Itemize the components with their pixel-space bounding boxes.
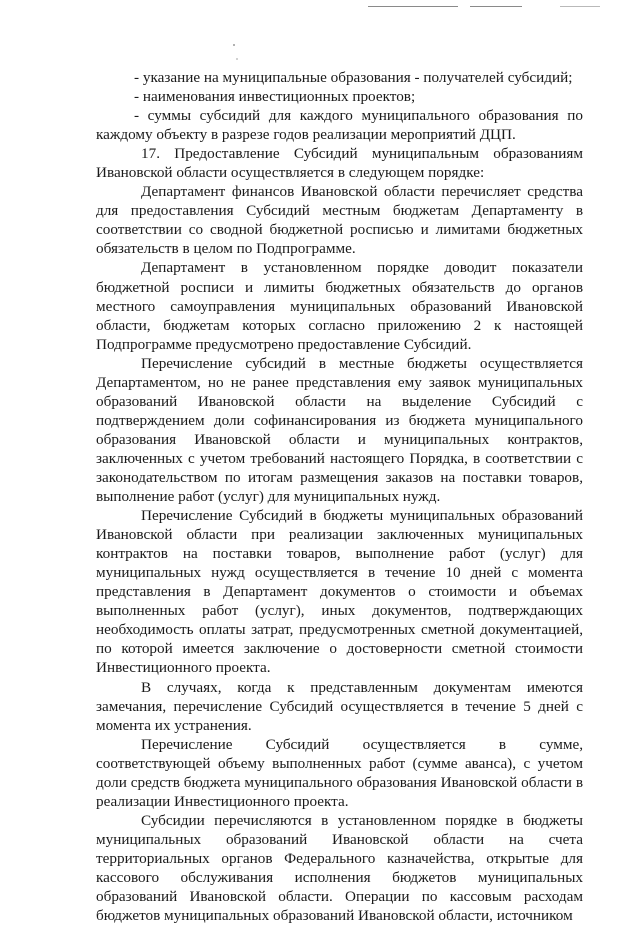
scan-edge-mark bbox=[470, 6, 522, 7]
paragraph: Департамент в установленном порядке доводит показатели бюджетной росписи и лимиты бюджетных обязательств до органов местного самоуправления муниципальных образований Ивановской области, бюджетам которых согласно приложению 2 к настоящей Подпрограмме предусмотрено предоставление Субсидий. bbox=[96, 259, 583, 353]
paragraph: Перечисление Субсидий осуществляется в сумме, соответствующей объему выполненных работ (сумме аванса), с учетом доли средств бюджета муниципального образования Ивановской области в реализации Инвестиционного проекта. bbox=[96, 735, 583, 810]
scan-speck bbox=[233, 44, 235, 46]
document-page bbox=[96, 68, 583, 925]
scan-edge-mark bbox=[368, 6, 458, 7]
numbered-paragraph: 17. Предоставление Субсидий муниципальным образованиям Ивановской области осуществляется в следующем порядке: bbox=[96, 145, 583, 182]
scan-speck bbox=[236, 58, 238, 60]
list-item: - суммы субсидий для каждого муниципального образования по каждому объекту в разрезе годов реализации мероприятий ДЦП. bbox=[96, 107, 583, 144]
paragraph: Перечисление субсидий в местные бюджеты осуществляется Департаментом, но не ранее представления ему заявок муниципальных образований Ивановской области на выделение Субсидий с подтверждением доли софинансирования из бюджета муниципального образования Ивановской области и муниципальных контрактов, заключенных с учетом требований настоящего Порядка, в соответствии с законодательством по итогам размещения заказов на поставки товаров, выполнение работ (услуг) для муниципальных нужд. bbox=[96, 354, 583, 506]
paragraph: В случаях, когда к представленным документам имеются замечания, перечисление Субсидий осуществляется в течение 5 дней с момента их устранения. bbox=[96, 678, 583, 734]
scan-edge-mark bbox=[560, 6, 600, 7]
paragraph: Перечисление Субсидий в бюджеты муниципальных образований Ивановской области при реализации заключенных муниципальных контрактов на поставки товаров, выполнение работ (услуг) для муниципальных нужд осуществляется в течение 10 дней с момента представления в Департамент документов о стоимости и объемах выполненных работ (услуг), иных документов, подтверждающих необходимость оплаты затрат, предусмотренных сметной документацией, по которой имеется заключение о достоверности сметной стоимости Инвестиционного проекта. bbox=[96, 507, 583, 677]
paragraph: Субсидии перечисляются в установленном порядке в бюджеты муниципальных образований Ивановской области на счета территориальных органов Федерального казначейства, открытые для кассового обслуживания исполнения бюджетов муниципальных образований Ивановской области. Операции по кассовым расходам бюджетов муниципальных образований Ивановской области, источником bbox=[96, 811, 583, 925]
list-item: - наименования инвестиционных проектов; bbox=[134, 88, 416, 106]
list-item: - указание на муниципальные образования - получателей субсидий; bbox=[134, 69, 573, 86]
paragraph: Департамент финансов Ивановской области перечисляет средства для предоставления Субсидий местным бюджетам Департаменту в соответствии со сводной бюджетной росписью и лимитами бюджетных обязательств в целом по Подпрограмме. bbox=[96, 183, 583, 258]
